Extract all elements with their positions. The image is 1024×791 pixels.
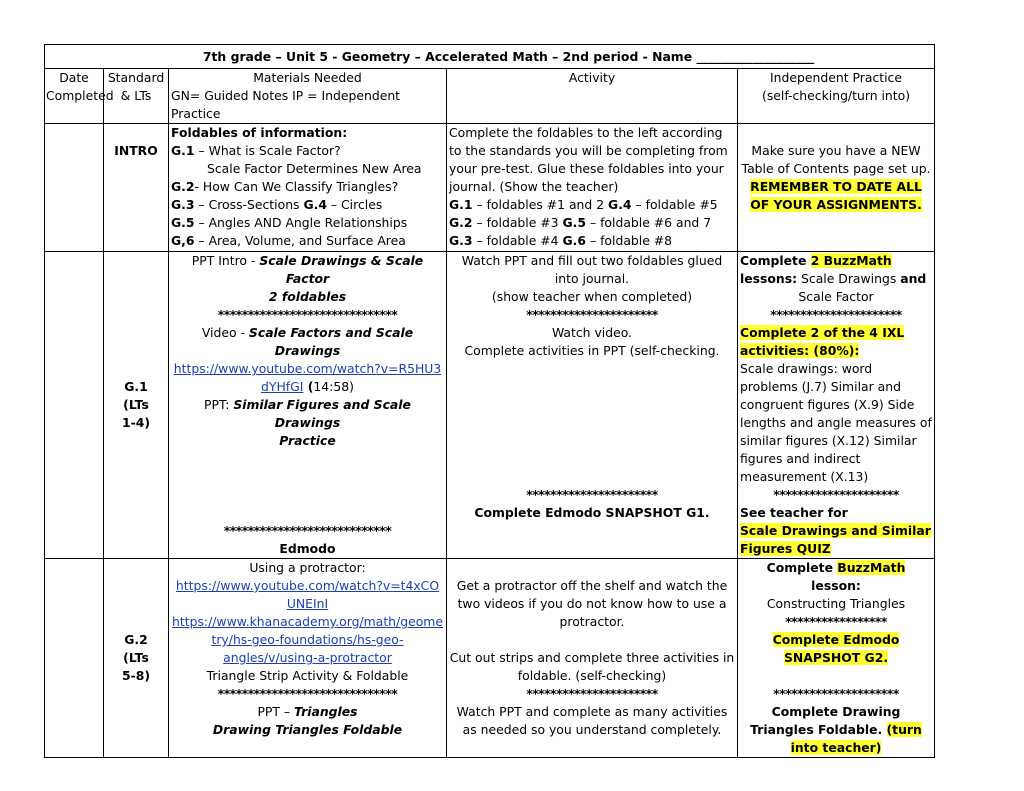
g2-activity: Get a protractor off the shelf and watch the two videos if you do not know how to use a protractor. Cut out strips and complete three activities in foldable. (self-checking) ********************** Watch PPT and complete as many activities as needed so you understand completely. [447,559,738,758]
khan-academy-link[interactable]: https://www.khanacademy.org/math/geome [172,614,443,629]
scale-video-link-cont[interactable]: dYHfGI [261,379,304,394]
page-title: 7th grade – Unit 5 - Geometry – Accelerated Math – 2nd period - Name ___________________ [45,45,935,69]
g2-row [45,559,935,758]
g2-materials: Using a protractor: https://www.youtube.com/watch?v=t4xCO UNEInI https://www.khanacademy.org/math/geome try/hs-geo-foundations/hs-geo- angles/v/using-a-protractor Triangle Strip Activity & Foldable ****************************** PPT – Triangles Drawing Triangles Foldable [169,559,447,758]
intro-row [45,124,935,252]
protractor-youtube-link[interactable]: https://www.youtube.com/watch?v=t4xCO [175,578,440,593]
intro-activity: Complete the foldables to the left according to the standards you will be completing from your pre-test. Glue these foldables into your journal. (Show the teacher) G.1 – foldables #1 and 2 G.4 – foldable #5 G.2 – foldable #3 G.5 – foldable #6 and 7 G.3 – foldable #4 G.6 – foldable #8 [447,124,738,252]
protractor-youtube-link-cont[interactable]: UNEInI [286,596,329,611]
g1-materials: PPT Intro - Scale Drawings & Scale Factor 2 foldables ****************************** Video - Scale Factors and Scale Drawings https://www.youtube.com/watch?v=R5HU3 dYHfGI (14:58) PPT: Similar Figures and Scale Drawings Practice **************************** Edmodo [169,252,447,559]
toc-reminder: Make sure you have a NEW Table of Contents page set up. [741,143,931,176]
khan-academy-link-cont[interactable]: try/hs-geo-foundations/hs-geo- [211,632,404,647]
g1-standard: G.1 (LTs 1-4) [104,252,169,559]
g1-activity: Watch PPT and fill out two foldables glued into journal. (show teacher when completed) ********************** Watch video. Complete activities in PPT (self-checking. ********************** Complete Edmodo SNAPSHOT G1. [447,252,738,559]
intro-practice [738,124,935,252]
g1-practice: Complete 2 BuzzMath lessons: Scale Drawings and Scale Factor ********************** Complete 2 of the 4 IXL activities: (80%): Scale drawings: word problems (J.7) Similar and congruent figures (X.9) Side lengths and angle measures of similar figures (X.12) Similar figures and indirect measurement (X.13) ********************* See teacher for Scale Drawings and Similar Figures QUIZ [738,252,935,559]
practice-subtitle: (self-checking/turn into) [761,88,911,103]
date-reminder: REMEMBER TO DATE ALL OF YOUR ASSIGNMENTS. [750,179,922,212]
intro-standard: INTRO [104,124,169,252]
header-materials [169,69,447,124]
header-activity: Activity [447,69,738,124]
scale-video-link[interactable]: https://www.youtube.com/watch?v=R5HU3 [173,361,442,376]
date-cell[interactable] [45,124,104,252]
edmodo-snapshot-g2: Complete Edmodo SNAPSHOT G2. [772,632,900,665]
intro-materials: Foldables of information: G.1 – What is Scale Factor? Scale Factor Determines New Area G.2- How Can We Classify Triangles? G.3 – Cross-Sections G.4 – Circles G.5 – Angles AND Angle Relationships G,6 – Area, Volume, and Surface Area [169,124,447,252]
quiz-note: Scale Drawings and Similar Figures QUIZ [740,523,931,556]
practice-title: Independent Practice [770,70,902,85]
materials-title: Materials Needed [253,70,362,85]
ixl-activities: Complete 2 of the 4 IXL activities: (80%): [740,325,905,358]
g2-standard: G.2 (LTs 5-8) [104,559,169,758]
unit-schedule-table [44,44,935,758]
header-date: Date Completed [45,69,104,124]
g2-practice: Complete BuzzMath lesson: Constructing Triangles ***************** Complete Edmodo SNAPSHOT G2. ********************* Complete Drawing Triangles Foldable. (turn into teacher) [738,559,935,758]
foldables-title: Foldables of information: [171,125,348,140]
g1-row [45,252,935,559]
header-practice [738,69,935,124]
materials-legend: GN= Guided Notes IP = Independent Practice [171,88,401,121]
khan-academy-link-end[interactable]: angles/v/using-a-protractor [223,650,392,665]
header-standard: Standard & LTs [104,69,169,124]
date-cell[interactable] [45,252,104,559]
date-cell[interactable] [45,559,104,758]
header-row [45,69,935,124]
edmodo-label: Edmodo [279,541,336,556]
